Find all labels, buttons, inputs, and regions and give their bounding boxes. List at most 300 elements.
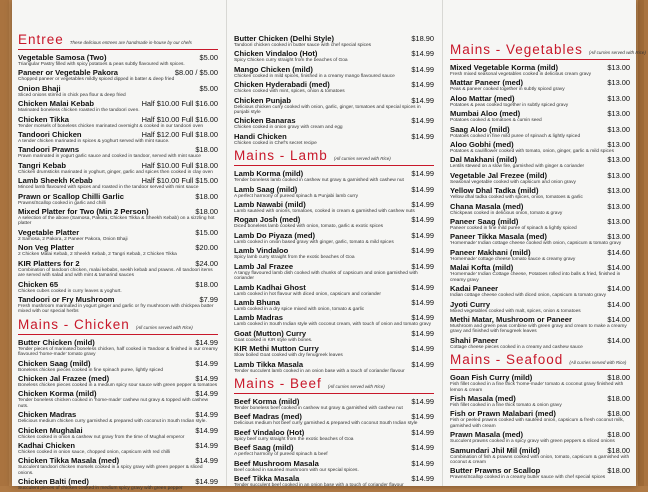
menu-item-description: Potatoes & peas cooked together in subtly spiced gravy bbox=[450, 102, 569, 108]
menu-item bbox=[450, 284, 630, 298]
menu-item-description: Boneless chicken pieces cooked in fine spinach puree, lightly spiced bbox=[18, 367, 164, 373]
menu-item-price: $14.99 bbox=[411, 49, 434, 59]
section-title: Entree bbox=[18, 32, 64, 47]
menu-item-description: Lamb cooked in a dry spice mixed with onion, tomato & garlic bbox=[234, 306, 365, 312]
menu-item-name: Chicken Banaras bbox=[234, 116, 296, 126]
menu-item-name: Chicken 65 bbox=[18, 279, 59, 289]
menu-item-name: Lamb Do Piyaza (med) bbox=[234, 230, 316, 240]
menu-item bbox=[18, 192, 218, 206]
menu-item-name: Methi Matar, Mushroom or Paneer bbox=[450, 314, 572, 324]
menu-item-name: Chicken Vindaloo (Hot) bbox=[234, 49, 318, 59]
section-title: Mains - Beef bbox=[234, 375, 322, 391]
menu-item-description: Peas & paneer cooked together in subtly spiced gravy bbox=[450, 87, 565, 93]
menu-item-name: Non Veg Platter bbox=[18, 243, 75, 253]
menu-item bbox=[234, 200, 434, 214]
menu-item-price: $14.99 bbox=[411, 169, 434, 179]
menu-item-price: Half $10.00 Full $16.00 bbox=[141, 114, 218, 124]
menu-item-price: $7.99 bbox=[199, 294, 218, 304]
section-title: Mains - Chicken bbox=[18, 316, 130, 332]
menu-item-row bbox=[234, 200, 434, 209]
menu-item-description: Fresh mushroom marinated in yogurt ginger and garlic or fry mushroom with chickpea batter mixed with our special herbs bbox=[18, 303, 214, 315]
menu-item-description: Tender succulent beef cooked in an onion base with a touch of coriander flavour bbox=[234, 482, 404, 488]
menu-item-description: A tangy flavoured lamb dish cooked with chunks of capsicum and onion garnished with coriander bbox=[234, 270, 418, 282]
section-divider bbox=[450, 369, 630, 370]
section-mains-seafood bbox=[450, 352, 630, 481]
menu-item-row bbox=[450, 63, 630, 72]
menu-item-description: Spicy beef curry straight from the exotic beaches of Goa bbox=[234, 436, 354, 442]
menu-item-price: $18.00 bbox=[195, 145, 218, 155]
menu-item-name: Mumbai Aloo (med) bbox=[450, 109, 521, 119]
menu-item bbox=[18, 228, 218, 242]
menu-item-price: $14.99 bbox=[411, 359, 434, 369]
menu-item bbox=[450, 394, 630, 408]
section-mains-chicken bbox=[18, 317, 218, 492]
menu-item-price: $14.99 bbox=[411, 261, 434, 271]
menu-item-name: Vegetable Jal Frezee (mild) bbox=[450, 170, 548, 180]
menu-item bbox=[18, 130, 218, 144]
menu-item-price: Half $10.00 Full $16.00 bbox=[141, 99, 218, 109]
menu-item-row bbox=[18, 176, 218, 185]
menu-item-name: Chicken Hyderabadi (med) bbox=[234, 80, 330, 90]
menu-item-name: Vegetable Samosa (Two) bbox=[18, 53, 107, 62]
menu-item-price: $14.99 bbox=[195, 358, 218, 368]
menu-item bbox=[234, 215, 434, 229]
menu-item-description: Tender boneless lamb cooked in cashew nut gravy & garnished with cashew nut bbox=[234, 178, 404, 184]
menu-item-name: Chicken Tikka Masala (med) bbox=[18, 456, 120, 466]
menu-item-price: $13.00 bbox=[607, 232, 630, 242]
section-divider bbox=[18, 334, 218, 335]
menu-item bbox=[234, 246, 434, 260]
menu-item-name: Beef Korma (mild) bbox=[234, 396, 300, 406]
menu-item bbox=[234, 474, 434, 488]
menu-item-row bbox=[234, 474, 434, 483]
menu-item-name: Paneer Tikka Masala (med) bbox=[450, 232, 547, 242]
menu-item-description: Cottage cheese pieces cooked in a creamy and cashew sauce bbox=[450, 344, 583, 350]
menu-column-right bbox=[450, 0, 646, 486]
menu-item-name: Paneer or Vegetable Pakora bbox=[18, 68, 119, 78]
menu-item-name: Aloo Gobhi (med) bbox=[450, 140, 514, 150]
menu-item-description: Spicy lamb curry straight from the exotic beaches of Goa bbox=[234, 255, 355, 261]
menu-item bbox=[18, 456, 218, 476]
menu-item-description: Succulent tandoori chicken morsels cooked in a spicy gravy with green pepper & sliced onions. bbox=[18, 465, 203, 476]
menu-item-row bbox=[234, 246, 434, 255]
menu-item-name: Saag Aloo (mild) bbox=[450, 124, 510, 134]
menu-item bbox=[234, 169, 434, 183]
menu-item bbox=[450, 140, 630, 154]
menu-item bbox=[18, 389, 218, 409]
menu-item-name: Beef Mushroom Masala bbox=[234, 458, 319, 468]
menu-item-row bbox=[18, 53, 218, 62]
menu-item-row bbox=[450, 109, 630, 118]
menu-item-row bbox=[450, 217, 630, 226]
menu-item bbox=[18, 176, 218, 190]
menu-item bbox=[18, 243, 218, 257]
menu-item-name: Chicken Mughalai bbox=[18, 425, 83, 435]
menu-item-price: $14.99 bbox=[411, 443, 434, 453]
menu-item-description: Lamb cooked in South Indian style with coconut cream, with touch of onion and tomato gravy bbox=[234, 322, 432, 328]
menu-item-row bbox=[234, 329, 434, 338]
menu-item-price: $8.00 / $5.00 bbox=[174, 68, 218, 78]
menu-item bbox=[450, 430, 630, 444]
menu-item-price: $14.99 bbox=[411, 313, 434, 323]
fold-line bbox=[442, 0, 443, 486]
section-divider bbox=[450, 59, 630, 60]
menu-item bbox=[450, 248, 630, 262]
menu-item-row bbox=[450, 446, 630, 455]
menu-item-price: $15.00 bbox=[195, 227, 218, 237]
menu-item-description: Lentils stewed on a slow fire, garnished with ginger & coriander bbox=[450, 164, 585, 170]
menu-item-name: Paneer Saag (mild) bbox=[450, 217, 519, 227]
section-divider bbox=[234, 165, 434, 166]
menu-item-price: $24.00 bbox=[195, 258, 218, 268]
menu-item-name: Dal Makhani (mild) bbox=[450, 155, 518, 165]
menu-item bbox=[234, 231, 434, 245]
menu-item-description: Chicken cubes cooked in curry leaves & yoghurt. bbox=[18, 288, 122, 294]
menu-item bbox=[234, 96, 434, 116]
section-note: (All curries served with Rice) bbox=[327, 383, 385, 389]
menu-item-price: $13.00 bbox=[607, 217, 630, 227]
fold-line bbox=[226, 0, 227, 486]
menu-item-description: Tender pieces of marinated boneless chicken, half cooked in Tandoor & finished in our creamy flavoured 'home-made' tomato gravy bbox=[18, 346, 218, 358]
menu-item-description: Tender succulent lamb cooked in an onion base with a touch of coriander flavour bbox=[234, 368, 405, 374]
menu-item-name: KIR Methi Mutton Curry bbox=[234, 344, 319, 354]
menu-item bbox=[18, 161, 218, 175]
menu-item-description: Beef cooked in sautéed mushroom with our special spices. bbox=[234, 467, 359, 473]
menu-item-price: $14.99 bbox=[411, 246, 434, 256]
menu-sheet bbox=[12, 0, 646, 492]
menu-item-name: Lamb Kadhai Ghost bbox=[234, 282, 306, 292]
menu-item-row bbox=[18, 477, 218, 486]
menu-item-price: $14.99 bbox=[195, 373, 218, 383]
menu-item bbox=[18, 359, 218, 373]
menu-item-description: Chicken cooked in onion & cashew nut gravy from the time of Mughal emperor bbox=[18, 434, 185, 440]
menu-item-description: Paneer cooked in fine mild puree of spinach & lightly spiced bbox=[450, 226, 577, 232]
menu-item-name: Lamb Sheekh Kebab bbox=[18, 176, 93, 186]
menu-item-row bbox=[234, 283, 434, 292]
menu-item-price: $14.99 bbox=[411, 282, 434, 292]
section-title: Mains - Seafood bbox=[450, 352, 564, 368]
menu-item-description: Chicken cooked in onion sauce, chopped onion, capsicum with red chilli bbox=[18, 449, 171, 455]
section-mains-vegetables bbox=[450, 42, 646, 350]
menu-item-name: Kadhai Chicken bbox=[18, 440, 75, 450]
menu-item-row bbox=[234, 360, 434, 369]
menu-item-price: $14.99 bbox=[411, 95, 434, 105]
menu-item-price: $14.99 bbox=[195, 337, 218, 347]
menu-item-row bbox=[450, 394, 630, 403]
menu-item bbox=[234, 185, 434, 199]
menu-item-row bbox=[450, 336, 630, 345]
menu-item-name: Butter Chicken (Delhi Style) bbox=[234, 34, 335, 43]
menu-item-row bbox=[234, 313, 434, 322]
menu-item-name: Lamb Vindaloo bbox=[234, 246, 289, 256]
menu-item bbox=[234, 459, 434, 473]
section-note: (All curries served with Rice) bbox=[135, 324, 193, 330]
menu-item-description: A perfect harmony of pureed spinach & beef bbox=[234, 452, 328, 458]
menu-item-row bbox=[450, 125, 630, 134]
menu-item-name: Lamb Nawabi (mild) bbox=[234, 200, 306, 210]
menu-item-row bbox=[18, 441, 218, 450]
menu-item-price: $14.99 bbox=[411, 80, 434, 90]
menu-item-price: $18.00 bbox=[195, 207, 218, 217]
menu-item-name: Shahi Paneer bbox=[450, 335, 499, 345]
menu-item-description: Lamb cooked in hot flavour with diced onion, capsicum and coriander bbox=[234, 291, 381, 297]
menu-item-row bbox=[450, 409, 630, 418]
menu-item bbox=[18, 410, 218, 424]
menu-item-row bbox=[234, 298, 434, 307]
menu-item-price: $13.00 bbox=[607, 201, 630, 211]
menu-item bbox=[234, 34, 434, 48]
menu-item-price: $13.00 bbox=[607, 78, 630, 88]
menu-item-description: Combination of tandoori chicken, malai kebabs, seekh kebab and prawns. All tandoori items are served with salad and with mint & tamarind sauces bbox=[18, 267, 213, 279]
menu-item-price: $18.00 bbox=[607, 393, 630, 403]
menu-item-description: Tender boneless chicken cooked in 'home-made' cashew nut gravy & topped with cashew nuts. bbox=[18, 398, 209, 409]
menu-item bbox=[18, 259, 218, 279]
menu-item bbox=[18, 115, 218, 129]
menu-item bbox=[450, 217, 630, 231]
menu-item bbox=[18, 280, 218, 294]
menu-item bbox=[234, 344, 434, 358]
menu-item bbox=[450, 186, 630, 200]
section-heading bbox=[234, 376, 434, 391]
menu-item-description: Chopped paneer or vegetables mildly spiced dipped in batter & deep fried bbox=[18, 77, 175, 83]
menu-item bbox=[234, 80, 434, 94]
menu-item bbox=[18, 374, 218, 388]
menu-item-description: Succulent prawns cooked in a spicy gravy with green peppers & sliced onions bbox=[450, 439, 615, 445]
menu-item bbox=[18, 99, 218, 113]
menu-item-description: Goat cooked in KIR style with bones. bbox=[234, 337, 313, 343]
menu-item-price: $14.99 bbox=[195, 440, 218, 450]
menu-item-row bbox=[18, 115, 218, 124]
menu-item-price: $5.00 bbox=[199, 83, 218, 93]
menu-item-name: Lamb Korma (mild) bbox=[234, 169, 304, 179]
menu-item-row bbox=[234, 231, 434, 240]
menu-item-row bbox=[234, 397, 434, 406]
menu-item-price: $14.99 bbox=[411, 328, 434, 338]
menu-item-price: $14.99 bbox=[411, 427, 434, 437]
section-heading bbox=[18, 32, 218, 47]
section-mains-lamb bbox=[234, 148, 434, 374]
menu-item-row bbox=[450, 373, 630, 382]
menu-item-row bbox=[450, 263, 630, 272]
menu-item-description: Seasonal vegetable cooked with capsicum and onion gravy bbox=[450, 179, 576, 185]
menu-item-description: Chicken cooked with mint, spices, onion & tomatoes bbox=[234, 89, 345, 95]
menu-item-row bbox=[18, 338, 218, 347]
menu-item-name: Aloo Mattar (med) bbox=[450, 93, 515, 103]
menu-item-description: 2 Chicken Malai Kebab, 2 Sheekh Kebab, 2 Tangri Kebab, 2 Chicken Tikka bbox=[18, 252, 177, 258]
menu-item-name: Chana Masala (med) bbox=[450, 201, 524, 211]
section-divider bbox=[234, 393, 434, 394]
menu-item-row bbox=[450, 300, 630, 309]
menu-item-description: Fish fillet cooked in a fine thick 'home-made' tomato & coconut gravy finished with lemon & cream bbox=[450, 382, 624, 393]
menu-item bbox=[234, 412, 434, 426]
menu-item bbox=[450, 155, 630, 169]
menu-column-left bbox=[18, 0, 218, 492]
menu-item-name: KIR Platters for 2 bbox=[18, 258, 80, 268]
menu-item bbox=[450, 232, 630, 246]
menu-item-row bbox=[234, 132, 434, 141]
menu-item-price: Half $12.00 Full $18.00 bbox=[141, 130, 218, 140]
menu-item-description: Delicious chicken curry cooked with onion, garlic, ginger, tomatoes and special spices in punjabi style bbox=[234, 104, 421, 116]
menu-item-description: 'Homemade' cottage cheese tomato sauce & creamy gravy bbox=[450, 256, 576, 262]
menu-item-row bbox=[18, 259, 218, 268]
menu-item bbox=[450, 94, 630, 108]
menu-item-row bbox=[234, 344, 434, 353]
menu-item-price: $14.99 bbox=[195, 477, 218, 487]
menu-item bbox=[234, 116, 434, 130]
menu-item-row bbox=[234, 459, 434, 468]
menu-item bbox=[234, 132, 434, 146]
menu-item-name: Chicken Korma (mild) bbox=[18, 389, 97, 399]
menu-item-name: Lamb Tikka Masala bbox=[234, 359, 304, 369]
menu-item bbox=[234, 283, 434, 297]
section-chicken-continued bbox=[234, 34, 434, 146]
menu-item-price: $14.99 bbox=[411, 215, 434, 225]
menu-item-name: Tangri Kebab bbox=[18, 160, 66, 170]
menu-item bbox=[18, 145, 218, 159]
section-note: (All curries served with Rice) bbox=[588, 50, 646, 55]
menu-item-price: $18.00 bbox=[195, 191, 218, 201]
menu-item-description: Potatoes cooked in fine mild puree of spinach & lightly spiced bbox=[450, 133, 581, 139]
menu-item-price: $14.99 bbox=[411, 230, 434, 240]
menu-item-description: Marinated boneless chicken roasted in the tandoori oven. bbox=[18, 108, 140, 114]
menu-item-price: $14.00 bbox=[607, 299, 630, 309]
menu-item-price: $14.99 bbox=[195, 389, 218, 399]
menu-item-description: Succulent pieces of chicken cooked in medium spicy gravy with green pepper bbox=[18, 486, 183, 492]
menu-item-description: Fish or peeled prawns cooked with sautéed onion, capsicum & fresh coconut milk, garnished with cream bbox=[450, 418, 625, 429]
menu-item-description: Combination of fish & prawns cooked with onion, tomato, capsicum & garnished with coconut & cream bbox=[450, 454, 630, 465]
menu-item-description: Prawn marinated in yogurt garlic sauce and cooked in tandoor, served with mint sauce bbox=[18, 154, 201, 160]
menu-item-row bbox=[18, 426, 218, 435]
menu-item-price: $14.00 bbox=[607, 314, 630, 324]
menu-item-price: $18.00 bbox=[607, 409, 630, 419]
menu-item-row bbox=[18, 243, 218, 252]
menu-item bbox=[450, 125, 630, 139]
menu-item bbox=[18, 441, 218, 455]
menu-item-price: $14.99 bbox=[195, 425, 218, 435]
menu-item-row bbox=[234, 80, 434, 89]
menu-item bbox=[450, 109, 630, 123]
menu-item bbox=[450, 446, 630, 466]
menu-item-description: Mushroom and green peas combine with green gravy and cream to make a creamy gravy and finished with fenugreek leaves bbox=[450, 323, 627, 335]
menu-item-description: Chickpeas cooked in delicious onion, tomato & gravy bbox=[450, 210, 563, 216]
menu-item-row bbox=[450, 186, 630, 195]
menu-item-name: Chicken Madras bbox=[18, 410, 77, 420]
menu-item-description: 'Homemade' Indian cottage cheese cooked with onion, capsicum & tomato gravy bbox=[450, 241, 622, 247]
menu-item-price: $14.99 bbox=[411, 458, 434, 468]
menu-item-row bbox=[450, 202, 630, 211]
menu-item-price: $14.99 bbox=[411, 184, 434, 194]
menu-item-description: Delicious medium chicken curry garnished & prepared with coconut in South Indian style. bbox=[18, 419, 207, 425]
menu-item-row bbox=[18, 207, 218, 216]
menu-item-price: $14.99 bbox=[411, 64, 434, 74]
menu-item-price: $13.00 bbox=[607, 124, 630, 134]
menu-item-row bbox=[234, 65, 434, 74]
menu-item-description: Chicken cooked in mild spices, finished in a creamy mango flavoured sauce bbox=[234, 73, 395, 79]
menu-item-name: Vegetable Platter bbox=[18, 227, 80, 237]
menu-item-name: Mango Chicken (mild) bbox=[234, 64, 313, 74]
menu-item-description: Prawns/Scallop cooked in garlic and chilli bbox=[18, 200, 106, 206]
menu-item-description: Lamb sautéed with onions, tomatoes, cooked in cream & garnished with cashew nuts bbox=[234, 209, 415, 215]
menu-item-description: Slow boiled Goat cooked with dry fenugreek leaves bbox=[234, 353, 343, 359]
menu-item-description: Triangular Pastry filled with spicy potatoes & peas subtly flavoured with spices. bbox=[18, 62, 185, 67]
menu-item-price: $13.00 bbox=[607, 155, 630, 165]
menu-item-description: Tender morsels of boneless chicken marinated overnight & cooked in our tandoori oven bbox=[18, 123, 204, 129]
menu-item-description: 2 Samosa, 2 Pakora, 2 Paneer Pakora, Onion Bhaji bbox=[18, 236, 128, 242]
menu-item-name: Lamb Saag (mild) bbox=[234, 184, 298, 194]
menu-item bbox=[18, 477, 218, 491]
menu-item-description: Indian cottage cheese cooked with diced onion, capsicum & tomato gravy bbox=[450, 293, 606, 299]
menu-item bbox=[450, 409, 630, 429]
menu-item-description: Fresh mixed seasonal vegetables cooked in delicious cream gravy bbox=[450, 72, 592, 77]
menu-item-description: Tandoori chicken cooked in butter sauce with chef special spices bbox=[234, 43, 372, 48]
menu-item-price: $14.99 bbox=[195, 456, 218, 466]
menu-item-description: Prawns/Scallop cooked in a creamy butter sauce with chef special spices bbox=[450, 475, 606, 481]
menu-item bbox=[18, 207, 218, 227]
menu-item-description: Chicken cooked in Chef's secret recipe bbox=[234, 140, 317, 146]
menu-item bbox=[450, 263, 630, 283]
menu-item-price: Half $10.00 Full $18.00 bbox=[141, 160, 218, 170]
menu-item-price: $18.00 bbox=[607, 430, 630, 440]
menu-item-price: $18.00 bbox=[195, 279, 218, 289]
menu-item-price: $13.00 bbox=[607, 170, 630, 180]
menu-item-row bbox=[234, 443, 434, 452]
menu-item bbox=[18, 295, 218, 315]
section-title: Mains - Lamb bbox=[234, 148, 328, 164]
menu-item-name: Mixed Vegetable Korma (mild) bbox=[450, 63, 559, 72]
menu-item-name: Tandoori Chicken bbox=[18, 130, 82, 140]
menu-item-name: Chicken Jal Frazee (med) bbox=[18, 373, 110, 383]
menu-item-description: Chicken cooked in onion gravy with cream and egg bbox=[234, 125, 343, 131]
menu-item-name: Onion Bhaji bbox=[18, 83, 61, 93]
menu-item bbox=[234, 360, 434, 374]
menu-item-row bbox=[18, 228, 218, 237]
menu-item-price: $14.99 bbox=[411, 116, 434, 126]
menu-item-name: Goat (Mutton) Curry bbox=[234, 328, 307, 338]
menu-column-middle bbox=[234, 0, 434, 486]
menu-item-description: Diced boneless lamb cooked with onion, tomato, garlic & exotic spices bbox=[234, 224, 384, 230]
menu-item-row bbox=[234, 262, 434, 271]
menu-item-row bbox=[18, 295, 218, 304]
menu-item-row bbox=[450, 248, 630, 257]
menu-item-name: Lamb Madras bbox=[234, 313, 283, 323]
menu-item-row bbox=[18, 161, 218, 170]
menu-item-name: Prawn or Scallop Chilli Garlic bbox=[18, 191, 124, 201]
menu-item-name: Chicken Malai Kebab bbox=[18, 99, 94, 109]
menu-item bbox=[450, 78, 630, 92]
menu-item-row bbox=[234, 185, 434, 194]
menu-item-description: 'Homemade' Indian Cottage cheese, Potatoes rolled into balls & fried, finished in creamy gravy bbox=[450, 272, 621, 283]
menu-item-name: Butter Chicken (mild) bbox=[18, 337, 95, 347]
menu-item bbox=[450, 336, 630, 350]
menu-item-name: Samundari Jhil Mil (mild) bbox=[450, 445, 540, 455]
menu-item-price: $13.00 bbox=[607, 63, 630, 72]
menu-item-name: Lamb Jal Frazee bbox=[234, 261, 294, 271]
menu-item-description: Sliced onions stirred in chick pea flour & deep fried bbox=[18, 92, 126, 98]
menu-item-description: Mixed vegetables cooked with malt, spices, onion & tomatoes bbox=[450, 308, 581, 314]
menu-item-description: Yellow dhal tadka cooked with spices, onion, tomatoes & garlic bbox=[450, 195, 583, 201]
section-heading bbox=[450, 42, 646, 57]
menu-item-description: Fish fillet cooked in a fine thick tomato & onion gravy bbox=[450, 402, 562, 408]
menu-item-description: Lamb cooked in onion based gravy with ginger, garlic, tomato & mild spices bbox=[234, 239, 394, 245]
menu-item-price: $14.99 bbox=[411, 344, 434, 354]
section-heading bbox=[450, 352, 630, 367]
menu-item bbox=[234, 65, 434, 79]
menu-item-row bbox=[234, 34, 434, 43]
menu-item-description: Boneless chicken pieces cooked in a medium spicy sour sauce with green pepper & tomatoes bbox=[18, 382, 218, 388]
section-divider bbox=[18, 49, 218, 50]
section-heading bbox=[18, 317, 218, 332]
menu-item-price: $14.99 bbox=[411, 473, 434, 483]
